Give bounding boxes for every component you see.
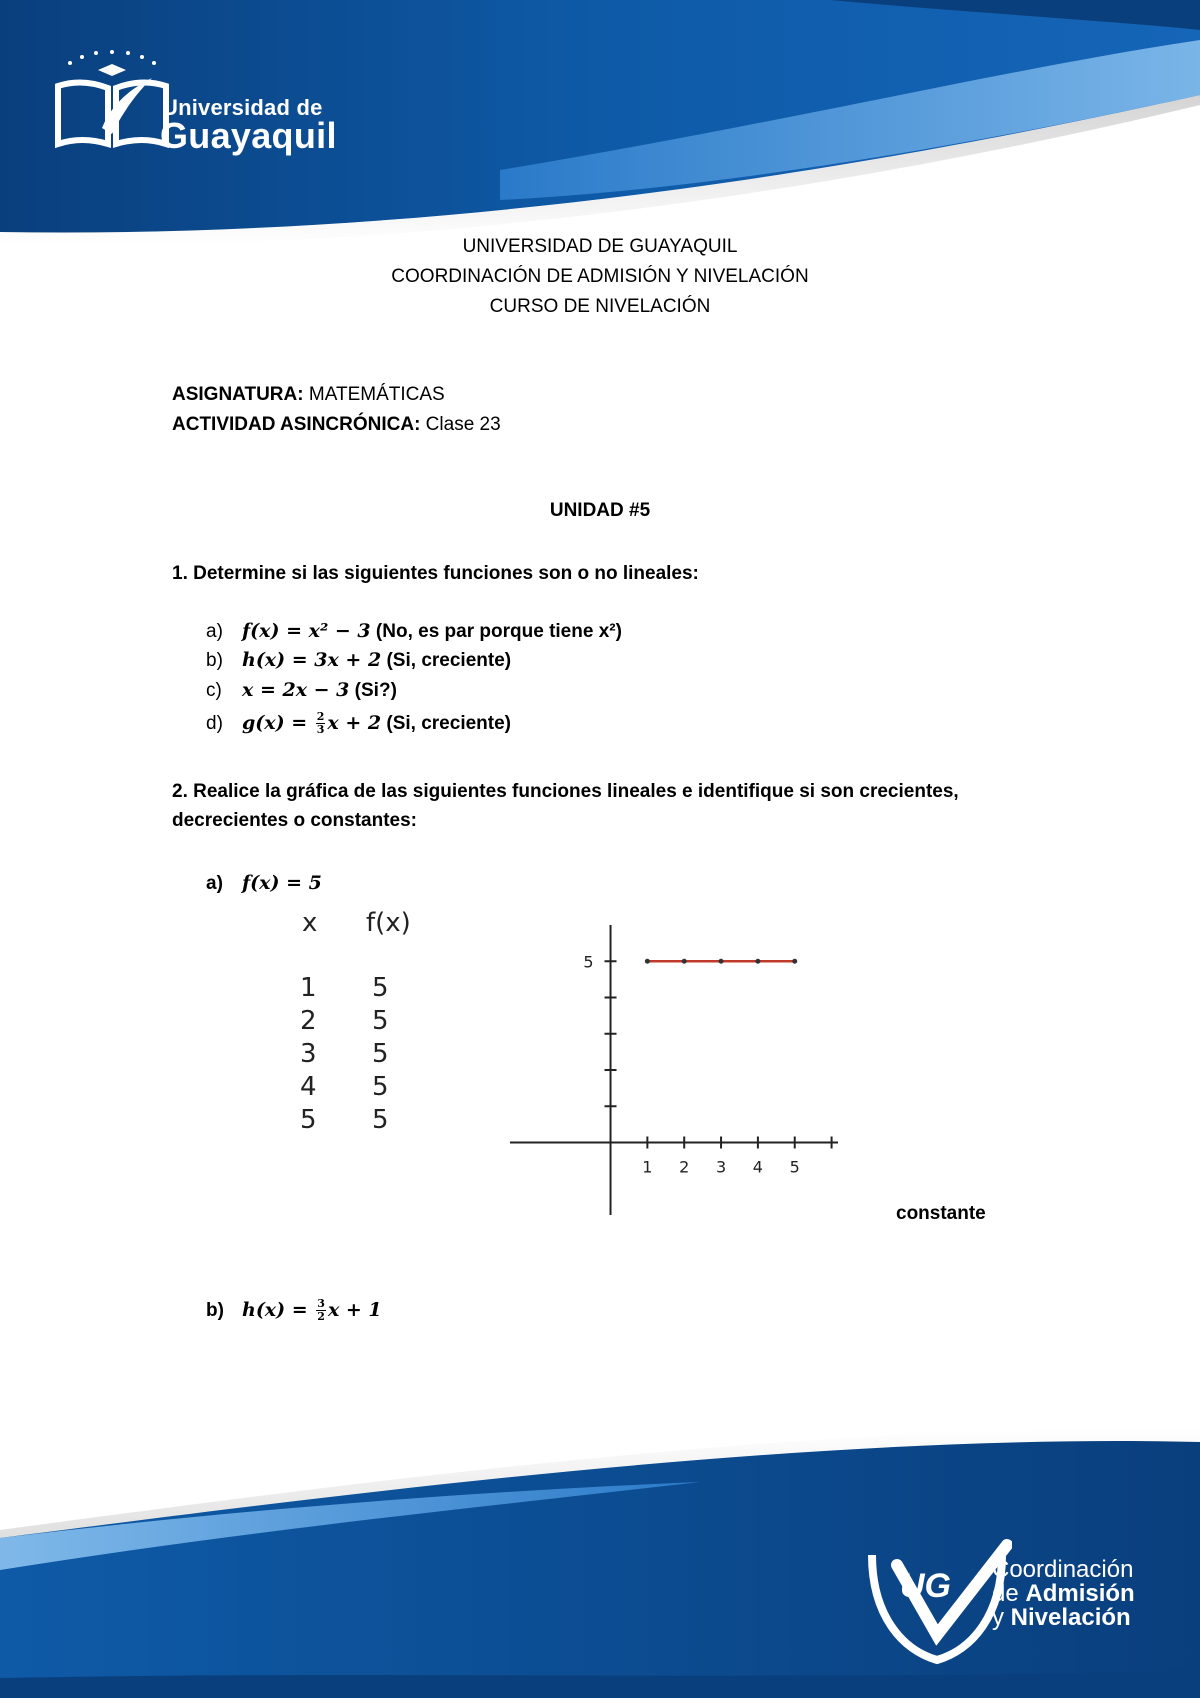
q2-item-a	[206, 869, 322, 898]
document-header	[0, 232, 1200, 322]
data-point	[682, 959, 687, 964]
item-expression-tail: x + 2	[327, 712, 382, 734]
table-cell: 5	[300, 1105, 317, 1135]
logo-text-line1: Universidad de	[162, 95, 323, 120]
x-tick-label: 5	[789, 1157, 800, 1177]
actividad-value: Clase 23	[420, 414, 501, 435]
header-line-coordination: COORDINACIÓN DE ADMISIÓN Y NIVELACIÓN	[391, 266, 809, 287]
fraction	[316, 1298, 326, 1323]
item-note: (No, es par porque tiene x²)	[370, 621, 622, 642]
item-label: a)	[206, 873, 223, 894]
header-line-university: UNIVERSIDAD DE GUAYAQUIL	[462, 236, 738, 257]
item-expression: h(x) =	[242, 1299, 315, 1321]
x-tick-label: 2	[679, 1157, 690, 1177]
data-point	[755, 959, 760, 964]
table-cell: 5	[372, 1039, 389, 1069]
item-expression: g(x) =	[242, 712, 314, 734]
unit-title: UNIDAD #5	[549, 500, 651, 521]
fraction-numerator: 2	[316, 710, 325, 724]
item-note: (Si, creciente)	[381, 650, 512, 671]
footer-logo-line2-bold: Admisión	[1025, 1580, 1135, 1607]
footer-logo-line1: Coordinación	[992, 1556, 1134, 1583]
fraction-denominator: 3	[316, 723, 325, 737]
item-label: b)	[206, 1300, 224, 1321]
item-label: a)	[206, 621, 223, 642]
question-2-title	[172, 777, 959, 835]
table-cell: 2	[300, 1006, 317, 1036]
fraction-denominator: 2	[317, 1310, 325, 1324]
q1-item-d	[206, 709, 511, 738]
table-cell: 3	[300, 1039, 317, 1069]
question-1-title: 1. Determine si las siguientes funciones son o no lineales:	[172, 563, 699, 584]
item-expression-tail: x + 1	[327, 1299, 382, 1321]
x-tick-label: 4	[752, 1157, 763, 1177]
item-note: (Si, creciente)	[381, 713, 511, 734]
svg-text:UG: UG	[900, 1567, 951, 1605]
table-cell: 5	[372, 973, 389, 1003]
logo-text-line2: Guayaquil	[160, 115, 337, 156]
footer-logo-line2-prefix: de	[992, 1580, 1026, 1607]
table-header-fx: f(x)	[366, 908, 411, 938]
fraction-numerator: 3	[317, 1297, 325, 1311]
table-cell: 5	[372, 1006, 389, 1036]
table-column-fx	[372, 972, 389, 1137]
x-tick-label: 3	[715, 1157, 727, 1177]
table-header-x: x	[302, 908, 318, 938]
item-label: d)	[206, 713, 223, 734]
data-point	[719, 959, 724, 964]
y-tick-label: 5	[583, 952, 594, 972]
item-expression: f(x) = x² − 3	[242, 620, 371, 642]
asignatura-value: MATEMÁTICAS	[303, 384, 445, 405]
course-meta	[172, 380, 501, 440]
footer-logo-line3-prefix: y	[992, 1604, 1011, 1631]
fraction	[316, 711, 326, 736]
question-2-line2: decrecientes o constantes:	[172, 810, 417, 831]
coordination-logo	[862, 1535, 1012, 1665]
question-2-line1: 2. Realice la gráfica de las siguientes funciones lineales e identifique si son crecientes,	[172, 781, 959, 802]
function-graph	[500, 925, 850, 1215]
footer-logo-line3	[992, 1604, 1131, 1632]
item-expression: h(x) = 3x + 2	[242, 649, 382, 671]
item-label: c)	[206, 680, 222, 701]
item-label: b)	[206, 650, 223, 671]
q1-item-a	[206, 617, 622, 646]
asignatura-label: ASIGNATURA:	[172, 384, 304, 405]
q2-item-b	[206, 1296, 382, 1325]
table-cell: 4	[300, 1072, 317, 1102]
item-expression: f(x) = 5	[242, 872, 322, 894]
table-cell: 5	[372, 1072, 389, 1102]
x-tick-label: 1	[642, 1157, 653, 1177]
q1-item-c	[206, 676, 397, 705]
data-point	[645, 959, 650, 964]
q1-item-b	[206, 646, 511, 675]
graph-classification: constante	[896, 1203, 986, 1224]
table-column-x	[300, 972, 317, 1137]
footer-logo-line3-bold: Nivelación	[1010, 1604, 1131, 1631]
table-cell: 5	[372, 1105, 389, 1135]
table-cell: 1	[300, 973, 317, 1003]
header-line-course: CURSO DE NIVELACIÓN	[489, 296, 711, 317]
item-expression: x = 2x − 3	[242, 679, 350, 701]
item-note: (Si?)	[349, 680, 397, 701]
actividad-label: ACTIVIDAD ASINCRÓNICA:	[172, 414, 421, 435]
data-point	[792, 959, 797, 964]
